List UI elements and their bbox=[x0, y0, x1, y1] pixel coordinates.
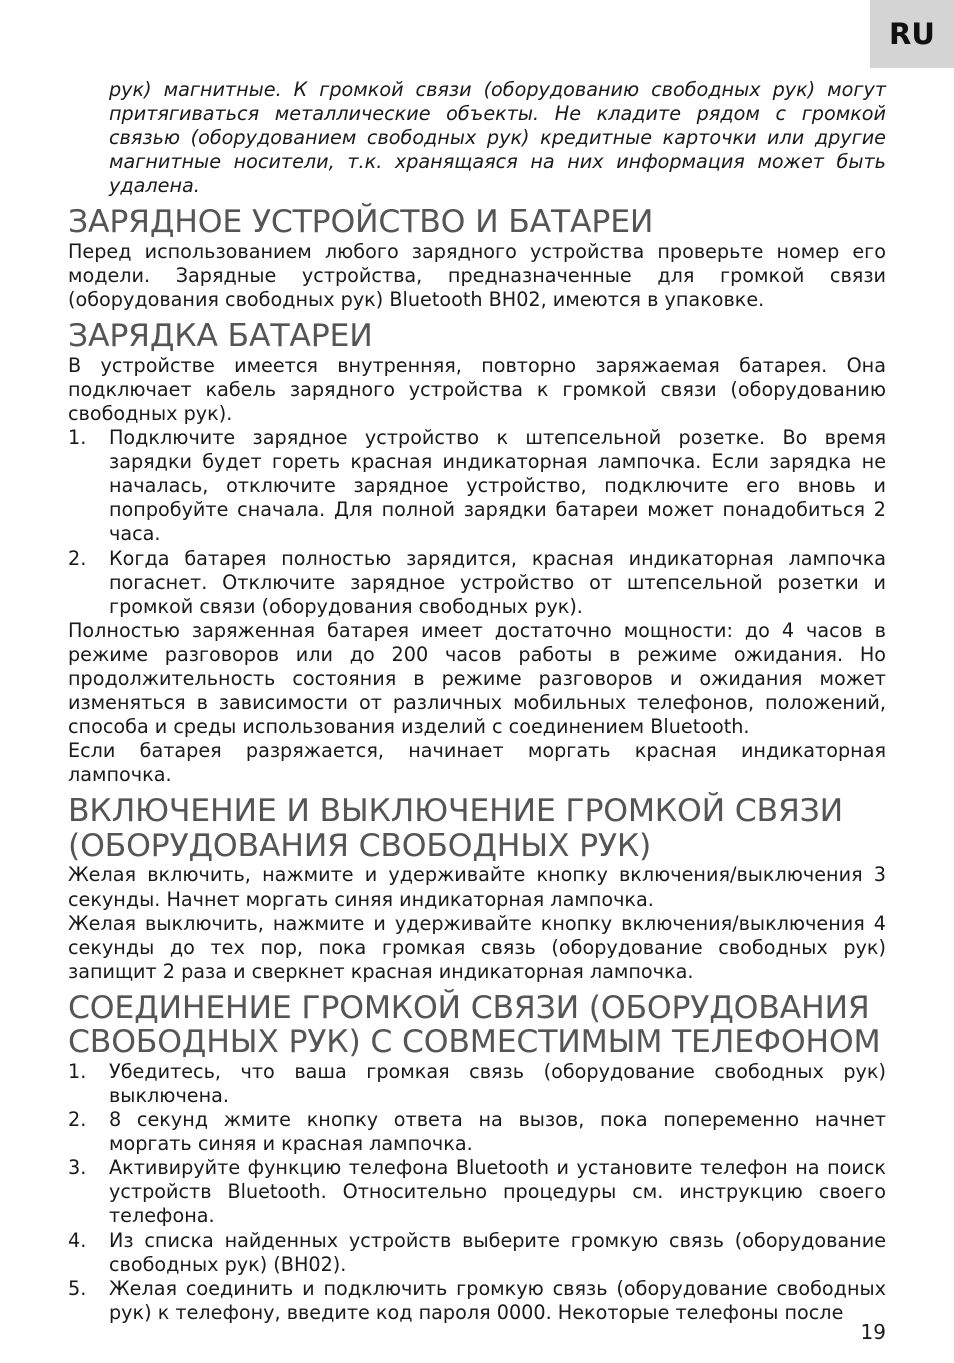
section-heading-charging: ЗАРЯДКА БАТАРЕИ bbox=[68, 318, 373, 355]
intro-paragraph: рук) магнитные. К громкой связи (оборудованию свободных рук) могут притягиваться металлические объекты. Не кладите рядом с громкой связью (оборудованием свободных рук) кредитные карточки или другие магнитные носители, т.к. хранящаяся на них информация может быть удалена. bbox=[109, 78, 886, 198]
page-content bbox=[68, 78, 886, 1325]
list-item bbox=[68, 1156, 886, 1228]
list-item bbox=[68, 426, 886, 546]
list-item bbox=[68, 1229, 886, 1277]
list-number: 3. bbox=[68, 1156, 87, 1180]
list-number: 4. bbox=[68, 1228, 87, 1252]
power-off-paragraph: Желая выключить, нажмите и удерживайте кнопку включения/выключения 4 секунды до тех пор, пока громкая связь (оборудование свободных рук) запищит 2 раза и сверкнет красная индикаторная лампочка. bbox=[68, 911, 886, 983]
charging-paragraph-2: Полностью заряженная батарея имеет достаточно мощности: до 4 часов в режиме разговоров или до 200 часов работы в режиме ожидания. Но продолжительность состояния в режиме разговоров и ожидания может изменяться в зависимости от различных мобильных телефонов, положений, способа и среды использования изделий с соединением Bluetooth. bbox=[68, 618, 886, 739]
charging-paragraph-3: Если батарея разряжается, начинает моргать красная индикаторная лампочка. bbox=[68, 739, 886, 787]
list-number: 1. bbox=[68, 1059, 87, 1083]
list-item bbox=[68, 547, 886, 619]
list-number: 5. bbox=[68, 1276, 87, 1300]
pairing-steps bbox=[68, 1060, 886, 1325]
list-text: Когда батарея полностью зарядится, красная индикаторная лампочка погаснет. Отключите зарядное устройство от штепсельной розетки и громкой связи (оборудования свободных рук). bbox=[109, 546, 886, 618]
list-item bbox=[68, 1060, 886, 1108]
power-on-paragraph: Желая включить, нажмите и удерживайте кнопку включения/выключения 3 секунды. Начнет моргать синяя индикаторная лампочка. bbox=[68, 863, 886, 911]
list-text: Из списка найденных устройств выберите громкую связь (оборудование свободных рук) (BH02). bbox=[109, 1228, 886, 1276]
section-heading-power: ВКЛЮЧЕНИЕ И ВЫКЛЮЧЕНИЕ ГРОМКОЙ СВЯЗИ (ОБОРУДОВАНИЯ СВОБОДНЫХ РУК) bbox=[68, 793, 843, 864]
list-text: Активируйте функцию телефона Bluetooth и установите телефон на поиск устройств Bluetooth. Относительно процедуры см. инструкцию своего телефона. bbox=[109, 1156, 886, 1228]
section-heading-charger: ЗАРЯДНОЕ УСТРОЙСТВО И БАТАРЕИ bbox=[68, 204, 654, 241]
list-number: 2. bbox=[68, 546, 87, 570]
list-item bbox=[68, 1277, 886, 1325]
list-text: Убедитесь, что ваша громкая связь (оборудование свободных рук) выключена. bbox=[109, 1059, 886, 1107]
list-number: 1. bbox=[68, 426, 87, 450]
section-heading-pairing: СОЕДИНЕНИЕ ГРОМКОЙ СВЯЗИ (ОБОРУДОВАНИЯ СВОБОДНЫХ РУК) С СОВМЕСТИМЫМ ТЕЛЕФОНОМ bbox=[68, 989, 881, 1061]
list-text: 8 секунд жмите кнопку ответа на вызов, пока попеременно начнет моргать синяя и красная лампочка. bbox=[109, 1108, 886, 1156]
list-item bbox=[68, 1108, 886, 1156]
language-tab: RU bbox=[870, 0, 954, 68]
list-number: 2. bbox=[68, 1108, 87, 1132]
list-text: Подключите зарядное устройство к штепсельной розетке. Во время зарядки будет гореть красная индикаторная лампочка. Если зарядка не началась, отключите зарядное устройство, подключите его вновь и попробуйте сначала. Для полной зарядки батареи может понадобиться 2 часа. bbox=[109, 426, 886, 546]
charger-paragraph: Перед использованием любого зарядного устройства проверьте номер его модели. Зарядные устройства, предназначенные для громкой связи (оборудования свободных рук) Bluetooth BH02, имеются в упаковке. bbox=[68, 239, 886, 312]
charging-steps bbox=[68, 426, 886, 619]
charging-paragraph-1: В устройстве имеется внутренняя, повторно заряжаемая батарея. Она подключает кабель зарядного устройства к громкой связи (оборудованию свободных рук). bbox=[68, 353, 886, 425]
list-text: Желая соединить и подключить громкую связь (оборудование свободных рук) к телефону, введите код пароля 0000. Некоторые телефоны после bbox=[109, 1276, 886, 1324]
page-number: 19 bbox=[860, 1320, 886, 1344]
